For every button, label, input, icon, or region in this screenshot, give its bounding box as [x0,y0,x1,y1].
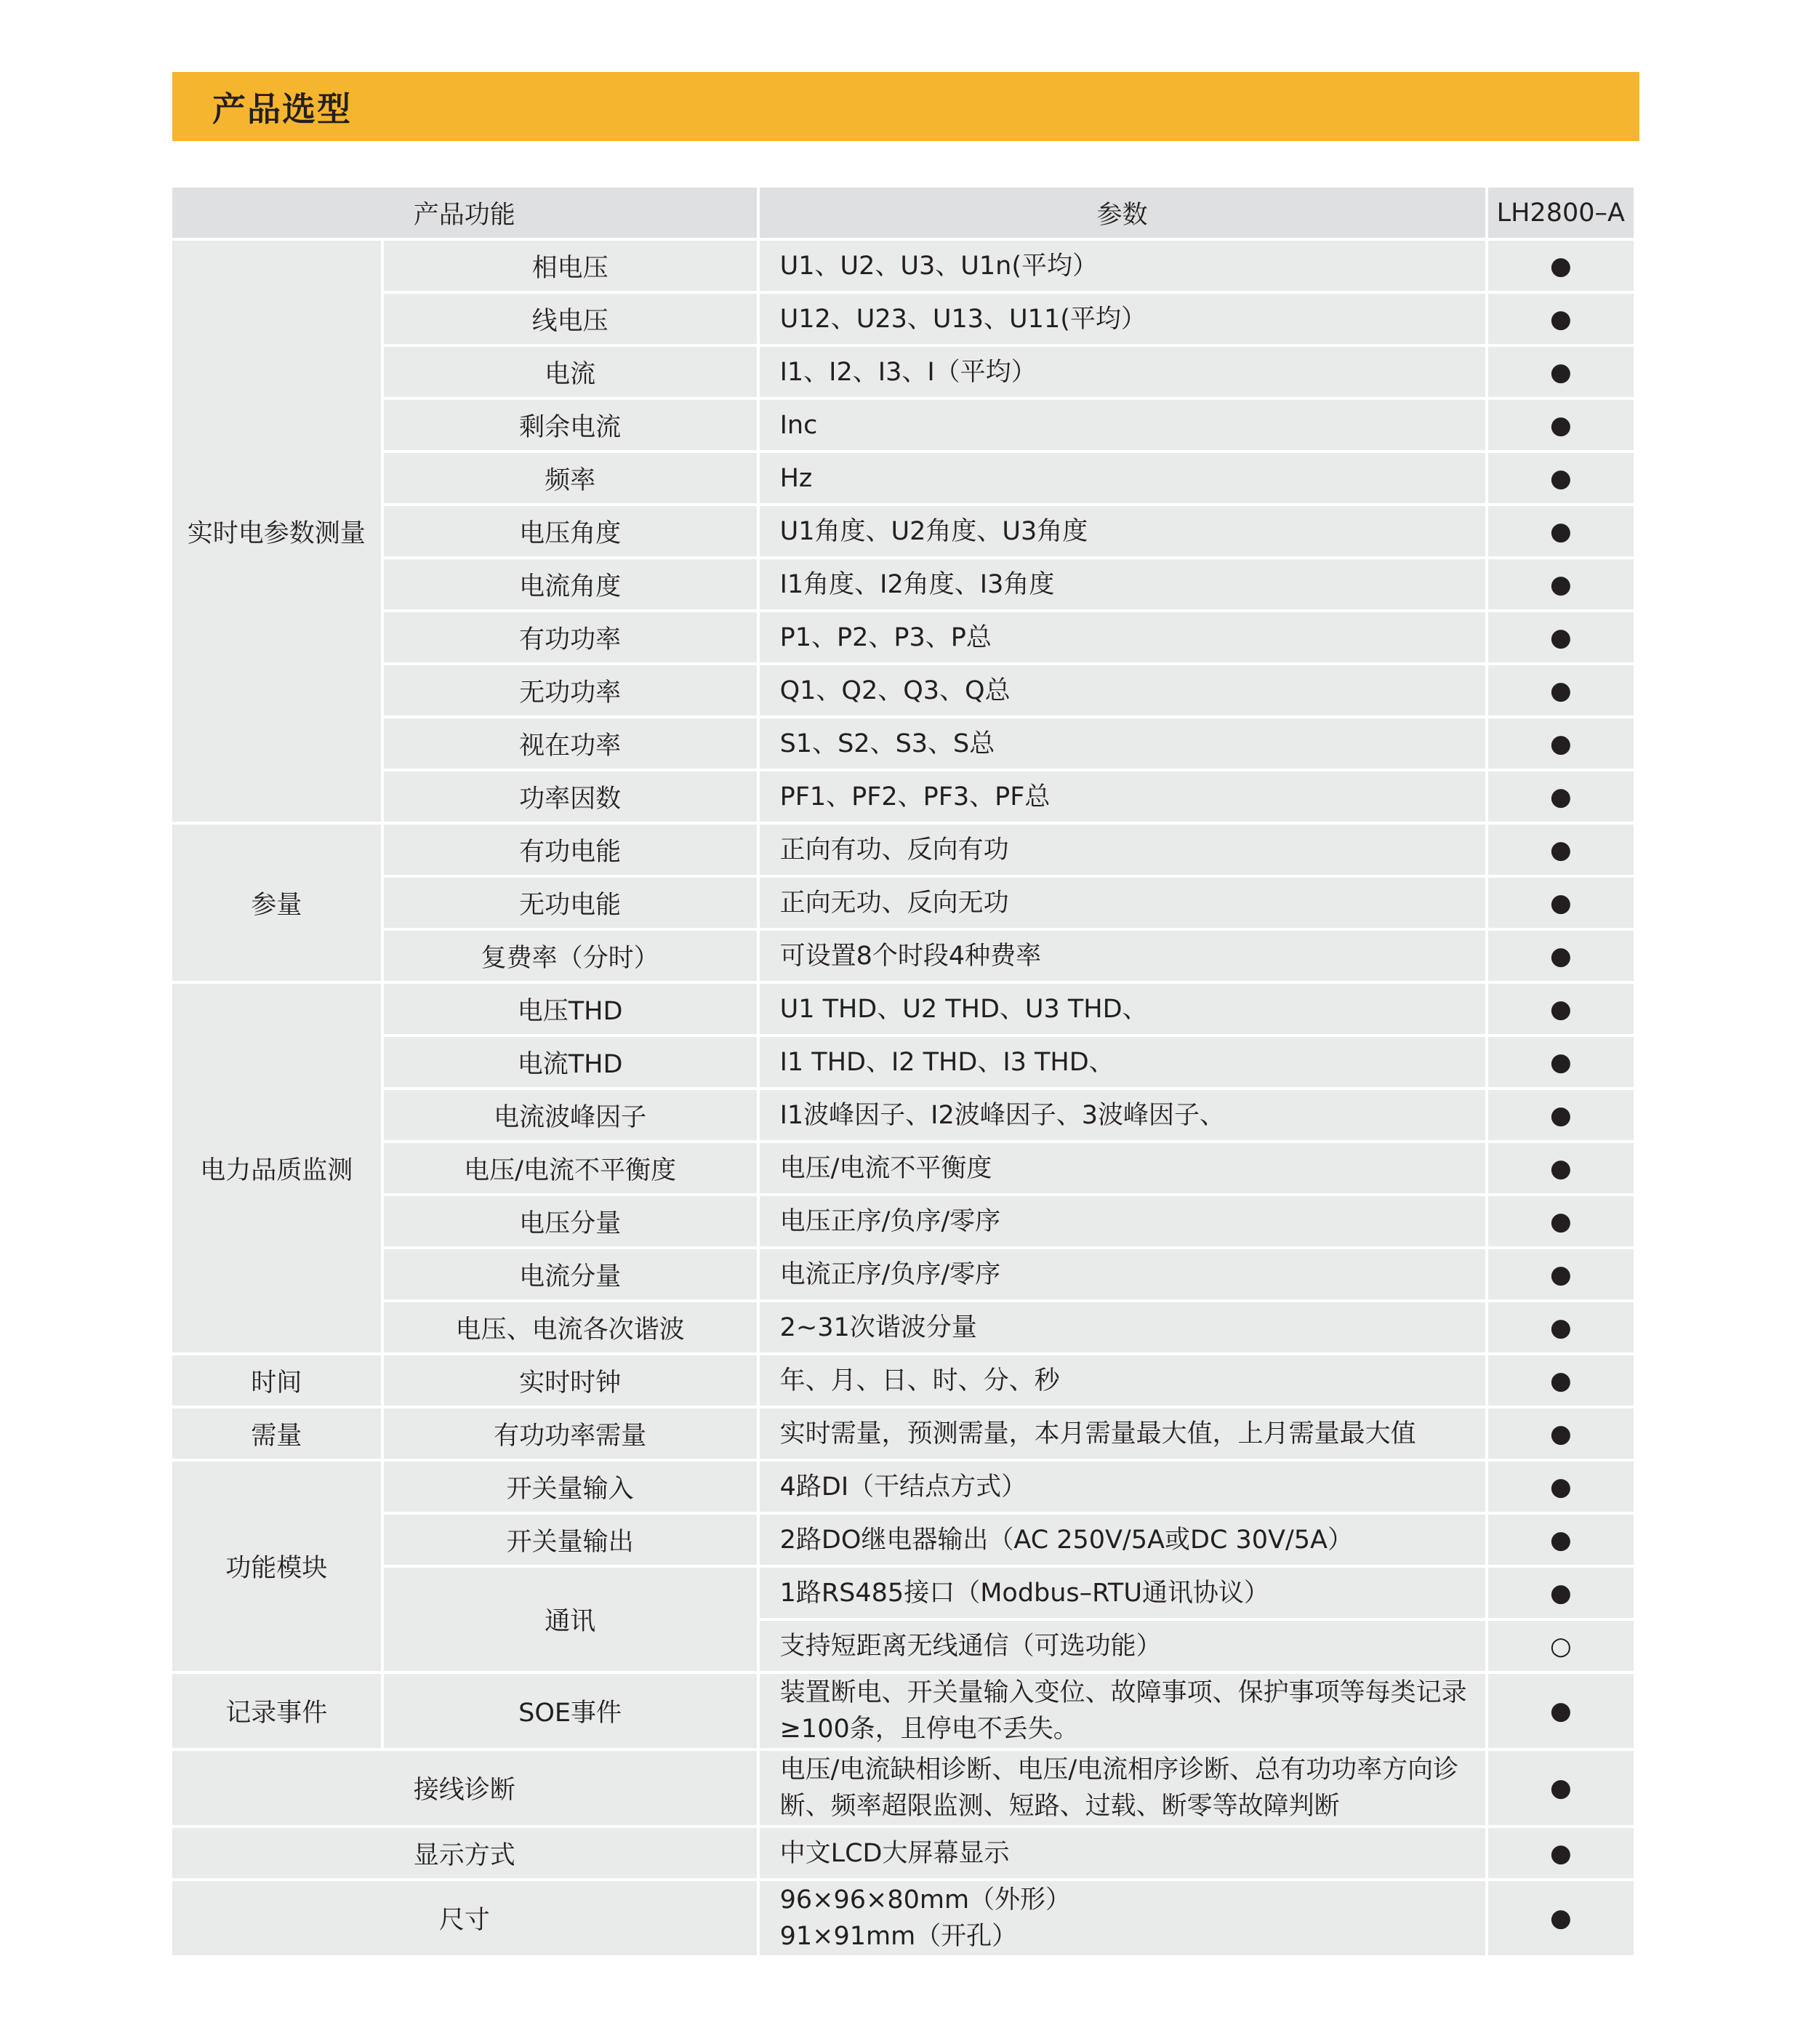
standard-mark: ● [1488,1674,1634,1748]
function-cell: 无功功率 [384,665,757,716]
param-cell [760,1881,1485,1955]
param-cell: U1 THD、U2 THD、U3 THD、 [760,984,1485,1034]
optional-mark: ○ [1488,1621,1634,1671]
category-cell: 参量 [172,825,381,981]
table-row [172,1751,1634,1825]
function-cell: 尺寸 [172,1881,757,1955]
function-cell: 电流 [384,347,757,397]
function-cell: 有功功率 [384,612,757,662]
param-cell: 中文LCD大屏幕显示 [760,1828,1485,1878]
param-cell: Q1、Q2、Q3、Q总 [760,665,1485,716]
table-row [172,1515,1634,1565]
table-row [172,771,1634,822]
table-row [172,400,1634,450]
param-cell: 装置断电、开关量输入变位、故障事项、保护事项等每类记录≥100条，且停电不丢失。 [760,1674,1485,1748]
size-cutout-text: 91×91mm（开孔） [779,1922,1018,1951]
standard-mark: ● [1488,347,1634,397]
param-cell: 可设置8个时段4种费率 [760,931,1485,981]
table-row [172,241,1634,291]
function-cell: 电压、电流各次谐波 [384,1302,757,1352]
table-row [172,1037,1634,1087]
table-row [172,612,1634,662]
function-cell: 频率 [384,453,757,503]
table-row [172,1674,1634,1748]
standard-mark: ● [1488,1090,1634,1140]
standard-mark: ● [1488,931,1634,981]
param-cell: 正向无功、反向无功 [760,878,1485,928]
header-params: 参数 [760,188,1485,238]
table-row [172,506,1634,556]
function-cell: 显示方式 [172,1828,757,1878]
param-cell: 4路DI（干结点方式） [760,1462,1485,1512]
table-row [172,984,1634,1034]
table-row [172,1302,1634,1352]
function-cell: 线电压 [384,294,757,344]
section-title-bar [172,72,1639,141]
table-row [172,825,1634,875]
param-cell: 年、月、日、时、分、秒 [760,1355,1485,1406]
param-cell: S1、S2、S3、S总 [760,718,1485,769]
param-cell: 支持短距离无线通信（可选功能） [760,1621,1485,1671]
table-row [172,1090,1634,1140]
table-row [172,559,1634,609]
function-cell: 无功电能 [384,878,757,928]
standard-mark: ● [1488,506,1634,556]
standard-mark: ● [1488,1751,1634,1825]
standard-mark: ● [1488,612,1634,662]
table-row [172,931,1634,981]
category-cell: 需量 [172,1408,381,1459]
table-row [172,1828,1634,1878]
category-cell: 实时电参数测量 [172,241,381,822]
param-cell: U12、U23、U13、U11(平均） [760,294,1485,344]
standard-mark: ● [1488,241,1634,291]
standard-mark: ● [1488,665,1634,716]
table-row [172,1143,1634,1193]
standard-mark: ● [1488,878,1634,928]
category-cell: 电力品质监测 [172,984,381,1352]
standard-mark: ● [1488,825,1634,875]
param-cell: Hz [760,453,1485,503]
table-header-row [172,188,1634,238]
function-cell: 开关量输出 [384,1515,757,1565]
function-cell: 开关量输入 [384,1462,757,1512]
param-cell: 电压正序/负序/零序 [760,1196,1485,1246]
table-row [172,1196,1634,1246]
header-model: LH2800–A [1488,188,1634,238]
standard-mark: ● [1488,1828,1634,1878]
param-cell: P1、P2、P3、P总 [760,612,1485,662]
function-cell: 实时时钟 [384,1355,757,1406]
table-row [172,878,1634,928]
function-cell: 复费率（分时） [384,931,757,981]
product-selection-table [169,185,1637,1958]
table-row [172,1462,1634,1512]
function-cell: 接线诊断 [172,1751,757,1825]
standard-mark: ● [1488,1196,1634,1246]
param-cell: 1路RS485接口（Modbus–RTU通讯协议） [760,1568,1485,1618]
standard-mark: ● [1488,1462,1634,1512]
param-cell: 2路DO继电器输出（AC 250V/5A或DC 30V/5A） [760,1515,1485,1565]
param-cell: U1、U2、U3、U1n(平均） [760,241,1485,291]
standard-mark: ● [1488,1408,1634,1459]
standard-mark: ● [1488,984,1634,1034]
standard-mark: ● [1488,1302,1634,1352]
param-cell: 正向有功、反向有功 [760,825,1485,875]
table-row [172,718,1634,769]
standard-mark: ● [1488,1037,1634,1087]
standard-mark: ● [1488,1143,1634,1193]
function-cell: 相电压 [384,241,757,291]
table-row [172,1568,1634,1618]
table-row [172,347,1634,397]
standard-mark: ● [1488,400,1634,450]
section-title: 产品选型 [212,89,352,129]
standard-mark: ● [1488,771,1634,822]
function-cell: 电压分量 [384,1196,757,1246]
category-cell: 时间 [172,1355,381,1406]
table-row [172,1249,1634,1299]
param-cell: I1波峰因子、I2波峰因子、3波峰因子、 [760,1090,1485,1140]
function-cell: 电流THD [384,1037,757,1087]
function-cell: SOE事件 [384,1674,757,1748]
standard-mark: ● [1488,1515,1634,1565]
table-row [172,294,1634,344]
function-cell: 有功电能 [384,825,757,875]
param-cell: Inc [760,400,1485,450]
table-row [172,1881,1634,1955]
param-cell: U1角度、U2角度、U3角度 [760,506,1485,556]
size-outline-text: 96×96×80mm（外形） [779,1885,1072,1915]
function-cell: 电流分量 [384,1249,757,1299]
function-cell: 视在功率 [384,718,757,769]
standard-mark: ● [1488,559,1634,609]
param-cell: 电流正序/负序/零序 [760,1249,1485,1299]
param-cell: 电压/电流缺相诊断、电压/电流相序诊断、总有功功率方向诊断、频率超限监测、短路、过载、断零等故障判断 [760,1751,1485,1825]
function-cell: 电压角度 [384,506,757,556]
standard-mark: ● [1488,718,1634,769]
param-cell: I1、I2、I3、I（平均） [760,347,1485,397]
function-cell: 电流波峰因子 [384,1090,757,1140]
standard-mark: ● [1488,1568,1634,1618]
function-cell: 电压/电流不平衡度 [384,1143,757,1193]
table-row [172,1408,1634,1459]
function-cell: 通讯 [384,1568,757,1671]
param-cell: I1角度、I2角度、I3角度 [760,559,1485,609]
table-row [172,665,1634,716]
standard-mark: ● [1488,1249,1634,1299]
table-row [172,453,1634,503]
header-function: 产品功能 [172,188,757,238]
table-row [172,1355,1634,1406]
category-cell: 记录事件 [172,1674,381,1748]
standard-mark: ● [1488,1355,1634,1406]
standard-mark: ● [1488,1881,1634,1955]
param-cell: 实时需量，预测需量，本月需量最大值，上月需量最大值 [760,1408,1485,1459]
function-cell: 剩余电流 [384,400,757,450]
standard-mark: ● [1488,294,1634,344]
param-cell: 电压/电流不平衡度 [760,1143,1485,1193]
function-cell: 有功功率需量 [384,1408,757,1459]
category-cell: 功能模块 [172,1462,381,1671]
param-cell: I1 THD、I2 THD、I3 THD、 [760,1037,1485,1087]
function-cell: 电流角度 [384,559,757,609]
standard-mark: ● [1488,453,1634,503]
param-cell: 2~31次谐波分量 [760,1302,1485,1352]
function-cell: 电压THD [384,984,757,1034]
param-cell: PF1、PF2、PF3、PF总 [760,771,1485,822]
function-cell: 功率因数 [384,771,757,822]
